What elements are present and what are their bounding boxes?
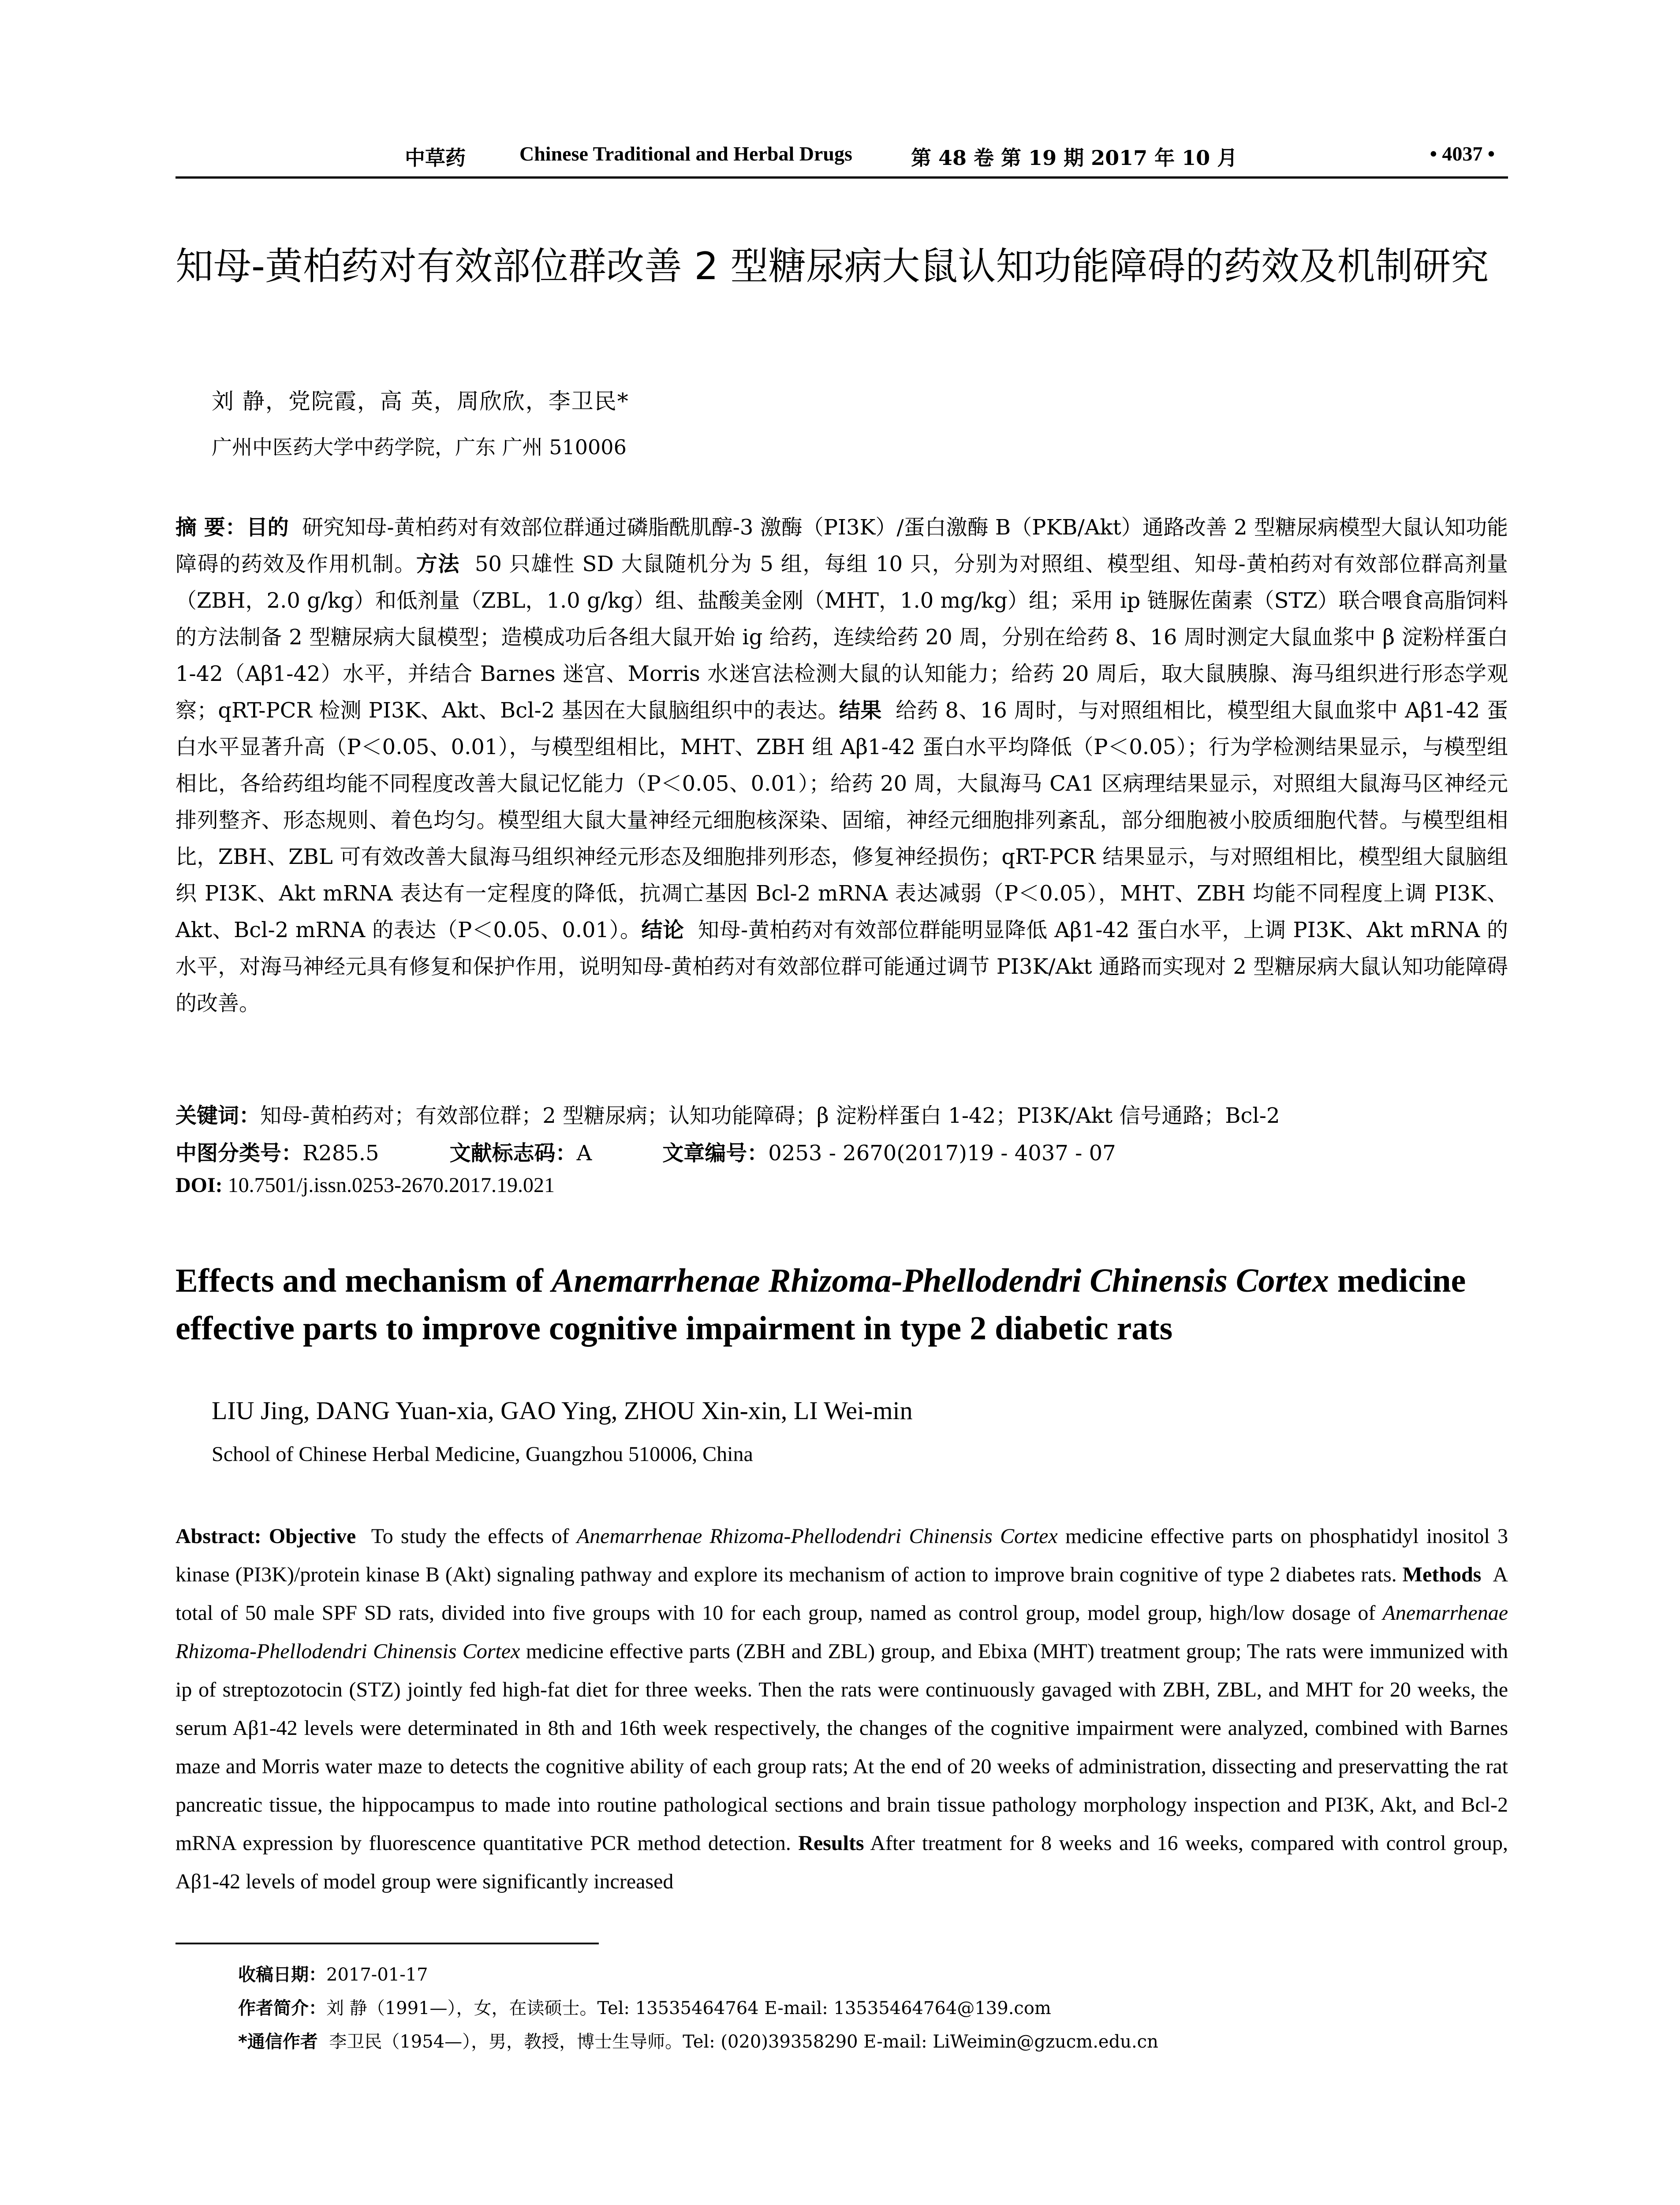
methods-en-label: Methods: [1402, 1563, 1482, 1586]
methods-en-text-2: medicine effective parts (ZBH and ZBL) group, and Ebixa (MHT) treatment group; The rats were immunized with ip of streptozotocin (STZ) jointly fed high-fat diet for three weeks. Then the rats were continuously gavaged with ZBH, ZBL, and MHT for 20 weeks, the serum Aβ1-42 levels were determinated in 8th and 16th week respectively, the changes of the cognitive impairment were analyzed, combined with Barnes maze and Morris water maze to detects the cognitive ability of each group rats; At the end of 20 weeks of administration, dissecting and preservatting the rat pancreatic tissue, the hippocampus to made into routine pathological sections and brain tissue pathology morphology inspection and PI3K, Akt, and Bcl-2 mRNA expression by fluorescence quantitative PCR method detection.: [175, 1640, 1508, 1855]
header-rule: [175, 176, 1508, 179]
footnote-rule: [175, 1943, 599, 1944]
authors-cn: 刘 静，党院霞，高 英，周欣欣，李卫民*: [212, 389, 629, 414]
received-label: 收稿日期：: [238, 1965, 326, 1985]
doi-label: DOI:: [175, 1174, 223, 1197]
received-value: 2017-01-17: [326, 1965, 428, 1985]
keywords-cn-text: 知母-黄柏药对；有效部位群；2 型糖尿病；认知功能障碍；β 淀粉样蛋白 1-42；PI3K/Akt 信号通路；Bcl-2: [260, 1103, 1280, 1128]
title-en-part1: Effects and mechanism of: [175, 1262, 552, 1299]
results-en-text: After treatment for 8 weeks and 16 weeks, compared with control group, Aβ1-42 levels of model group were significantly increased: [175, 1831, 1508, 1893]
journal-logo-cn: 中草药: [405, 146, 466, 170]
doi-link[interactable]: 10.7501/j.issn.0253-2670.2017.19.021: [228, 1174, 555, 1197]
corr-text: 李卫民（1954—），男，教授，博士生导师。Tel: (020)39358290 E-mail: LiWeimin@gzucm.edu.cn: [329, 2032, 1158, 2052]
methods-en-italic: Anemarrhenae Rhizoma-Phellodendri Chinensis Cortex: [175, 1601, 1508, 1663]
title-en-part2: medicine effective parts to improve cognitive impairment in type 2 diabetic rats: [175, 1262, 1466, 1347]
keywords-cn: [175, 1098, 1508, 1133]
bio-label: 作者简介：: [238, 1998, 326, 2018]
title-en-italic: Anemarrhenae Rhizoma-Phellodendri Chinensis Cortex: [551, 1262, 1329, 1299]
results-en-label: Results: [798, 1831, 864, 1855]
abstract-en-label: Abstract:: [175, 1525, 261, 1548]
doi-line: [175, 1173, 555, 1197]
journal-name-en: Chinese Traditional and Herbal Drugs: [519, 142, 852, 165]
objective-cn-label: 目的: [246, 515, 289, 540]
objective-en-italic: Anemarrhenae Rhizoma-Phellodendri Chinensis Cortex: [576, 1525, 1058, 1548]
classification-line: [175, 1136, 1508, 1171]
title-en: [175, 1257, 1508, 1352]
objective-en-text-2: medicine effective parts on phosphatidyl inositol 3 kinase (PI3K)/protein kinase B (Akt) signaling pathway and explore its mechanism of action to improve brain cognitive of type 2 diabetes rats.: [175, 1525, 1508, 1586]
objective-en-label: Objective: [269, 1525, 356, 1548]
footnotes: [238, 1958, 1517, 2059]
keywords-cn-label: 关键词：: [175, 1103, 261, 1128]
corr-label: *通信作者: [238, 2032, 318, 2052]
corresponding-author: [238, 2025, 1517, 2059]
abstract-cn-label: 摘 要：: [175, 515, 246, 540]
authors-en: LIU Jing, DANG Yuan-xia, GAO Ying, ZHOU Xin-xin, LI Wei-min: [212, 1396, 913, 1425]
objective-cn-text: 研究知母-黄柏药对有效部位群通过磷脂酰肌醇-3 激酶（PI3K）/蛋白激酶 B（PKB/Akt）通路改善 2 型糖尿病模型大鼠认知功能障碍的药效及作用机制。: [175, 515, 1508, 576]
conclusion-cn-text: 知母-黄柏药对有效部位群能明显降低 Aβ1-42 蛋白水平，上调 PI3K、Akt mRNA 的水平，对海马神经元具有修复和保护作用，说明知母-黄柏药对有效部位群可能通过调节 PI3K/Akt 通路而实现对 2 型糖尿病大鼠认知功能障碍的改善。: [175, 918, 1508, 1016]
running-header: [175, 140, 1508, 176]
methods-en-text-1: A total of 50 male SPF SD rats, divided into five groups with 10 for each group, named as control group, model group, high/low dosage of: [175, 1563, 1508, 1625]
results-cn-label: 结果: [839, 698, 882, 723]
article-id-value: 0253 - 2670(2017)19 - 4037 - 07: [768, 1141, 1116, 1166]
received-date: [238, 1958, 1517, 1992]
article-id-label: 文章编号：: [662, 1141, 769, 1166]
abstract-cn: [175, 509, 1508, 1022]
clc-label: 中图分类号：: [175, 1141, 303, 1166]
doc-code-value: A: [576, 1141, 592, 1166]
page-number: • 4037 •: [1430, 142, 1495, 165]
author-bio: [238, 1992, 1517, 2025]
issue-info: 第 48 卷 第 19 期 2017 年 10 月: [911, 146, 1238, 170]
affiliation-cn: 广州中医药大学中药学院，广东 广州 510006: [212, 435, 627, 459]
affiliation-en: School of Chinese Herbal Medicine, Guangzhou 510006, China: [212, 1443, 753, 1466]
bio-text: 刘 静（1991—），女，在读硕士。Tel: 13535464764 E-mail: 13535464764@139.com: [326, 1998, 1051, 2018]
methods-cn-text: 50 只雄性 SD 大鼠随机分为 5 组，每组 10 只，分别为对照组、模型组、知母-黄柏药对有效部位群高剂量（ZBH，2.0 g/kg）和低剂量（ZBL，1.0 g/kg）组、盐酸美金刚（MHT，1.0 mg/kg）组；采用 ip 链脲佐菌素（STZ）联合喂食高脂饲料的方法制备 2 型糖尿病大鼠模型；造模成功后各组大鼠开始 ig 给药，连续给药 20 周，分别在给药 8、16 周时测定大鼠血浆中 β 淀粉样蛋白 1-42（Aβ1-42）水平，并结合 Barnes 迷宫、Morris 水迷宫法检测大鼠的认知能力；给药 20 周后，取大鼠胰腺、海马组织进行形态学观察；qRT-PCR 检测 PI3K、Akt、Bcl-2 基因在大鼠脑组织中的表达。: [175, 552, 1508, 723]
title-cn: 知母-黄柏药对有效部位群改善 2 型糖尿病大鼠认知功能障碍的药效及机制研究: [175, 244, 1489, 288]
objective-en-text-1: To study the effects of: [371, 1525, 577, 1548]
methods-cn-label: 方法: [416, 552, 460, 576]
results-cn-text: 给药 8、16 周时，与对照组相比，模型组大鼠血浆中 Aβ1-42 蛋白水平显著升高（P＜0.05、0.01），与模型组相比，MHT、ZBH 组 Aβ1-42 蛋白水平均降低（P＜0.05）；行为学检测结果显示，与模型组相比，各给药组均能不同程度改善大鼠记忆能力（P＜0.05、0.01）；给药 20 周，大鼠海马 CA1 区病理结果显示，对照组大鼠海马区神经元排列整齐、形态规则、着色均匀。模型组大鼠大量神经元细胞核深染、固缩，神经元细胞排列紊乱，部分细胞被小胶质细胞代替。与模型组相比，ZBH、ZBL 可有效改善大鼠海马组织神经元形态及细胞排列形态，修复神经损伤；qRT-PCR 结果显示，与对照组相比，模型组大鼠脑组织 PI3K、Akt mRNA 表达有一定程度的降低，抗凋亡基因 Bcl-2 mRNA 表达减弱（P＜0.05），MHT、ZBH 均能不同程度上调 PI3K、Akt、Bcl-2 mRNA 的表达（P＜0.05、0.01）。: [175, 698, 1508, 942]
doc-code-label: 文献标志码：: [449, 1141, 577, 1166]
clc-value: R285.5: [302, 1141, 379, 1166]
abstract-en: [175, 1517, 1508, 1901]
conclusion-cn-label: 结论: [641, 918, 684, 942]
